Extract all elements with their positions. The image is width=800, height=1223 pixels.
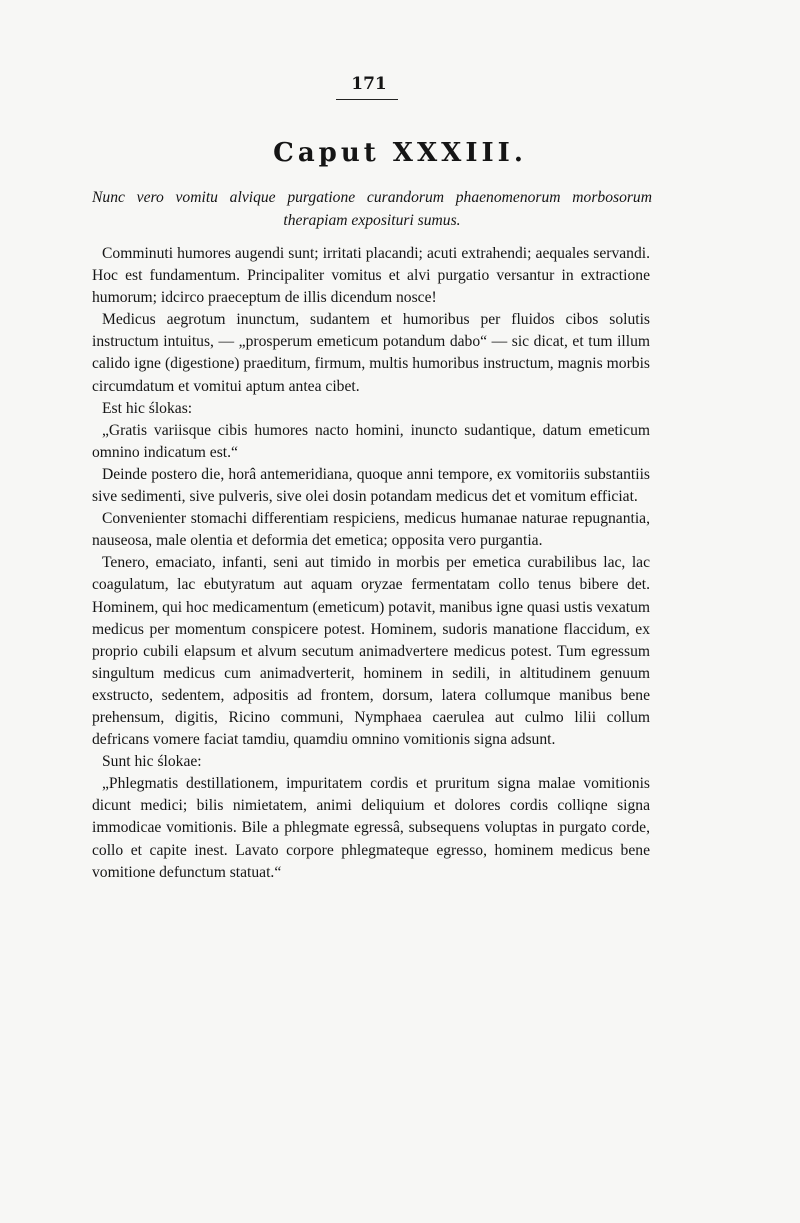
- paragraph: Convenienter stomachi differentiam respiciens, medicus humanae naturae repugnantia, nauseosa, male olentia et deformia det emetica; opposita vero purgantia.: [92, 510, 650, 550]
- body-text: [92, 243, 650, 884]
- quote-paragraph: „Phlegmatis destillationem, impuritatem cordis et pruritum signa malae vomitionis dicunt medici; bilis nimietatem, animi deliquium et dolores cordis colliqne signa immodicae vomitionis. Bile a phlegmate egressâ, subsequens voluptas in purgato corde, collo et capite inest. Lavato corpore phlegmateque egresso, hominem medicus bene vomitione defunctum statuat.“: [92, 775, 650, 881]
- paragraph: Est hic ślokas:: [102, 399, 193, 417]
- paragraph: Comminuti humores augendi sunt; irritati placandi; acuti extrahendi; aequales servandi. Hoc est fundamentum. Principaliter vomitus et alvi purgatio versantur in extractione humorum; idcirco praeceptum de illis dicendum nosce!: [92, 245, 650, 307]
- chapter-title: Caput XXXIII.: [273, 138, 527, 168]
- chapter-subtitle: Nunc vero vomitu alvique purgatione curandorum phaenomenorum morbosorum therapiam exposituri sumus.: [92, 189, 652, 229]
- page-number-rule: [336, 99, 398, 100]
- paragraph: Tenero, emaciato, infanti, seni aut timido in morbis per emetica curabilibus lac, lac coagulatum, lac ebutyratum aut aquam oryzae fermentatam collo tenus bibere det. Hominem, qui hoc medicamentum (emeticum) potavit, manibus igne quasi ustis vexatum medicus per momentum conspicere potest. Hominem, sudoris manatione flaccidum, ex proprio cubili elapsum et alvum secutum animadvertere medicus potest. Tum egressum singultum medicus cum animadverterit, hominem in sedili, in altitudinem genuum exstructo, sedentem, adpositis ad frontem, dorsum, latera collumque manibus bene prehensum, digitis, Ricino communi, Nymphaea caerulea aut culmo lilii collum defricans vomere faciat tamdiu, quamdiu omnino vomitionis signa adsunt.: [92, 554, 650, 749]
- paragraph: Deinde postero die, horâ antemeridiana, quoque anni tempore, ex vomitoriis substantiis sive sedimenti, sive pulveris, sive olei dosin potandam medicus det et vomitum efficiat.: [92, 465, 650, 506]
- paragraph: Medicus aegrotum inunctum, sudantem et humoribus per fluidos cibos solutis instructum intuitus, — „prosperum emeticum potandum dabo“ — sic dicat, et tum illum calido igne (digestione) praeditum, firmum, multis humoribus instructum, magnis morbis circumdatum et vomitui aptum antea cibet.: [92, 311, 650, 395]
- quote-paragraph: „Gratis variisque cibis humores nacto homini, inuncto sudantique, datum emeticum omnino indicatum est.“: [92, 421, 650, 461]
- paragraph: Sunt hic ślokae:: [102, 753, 202, 771]
- page-number: 171: [351, 74, 387, 94]
